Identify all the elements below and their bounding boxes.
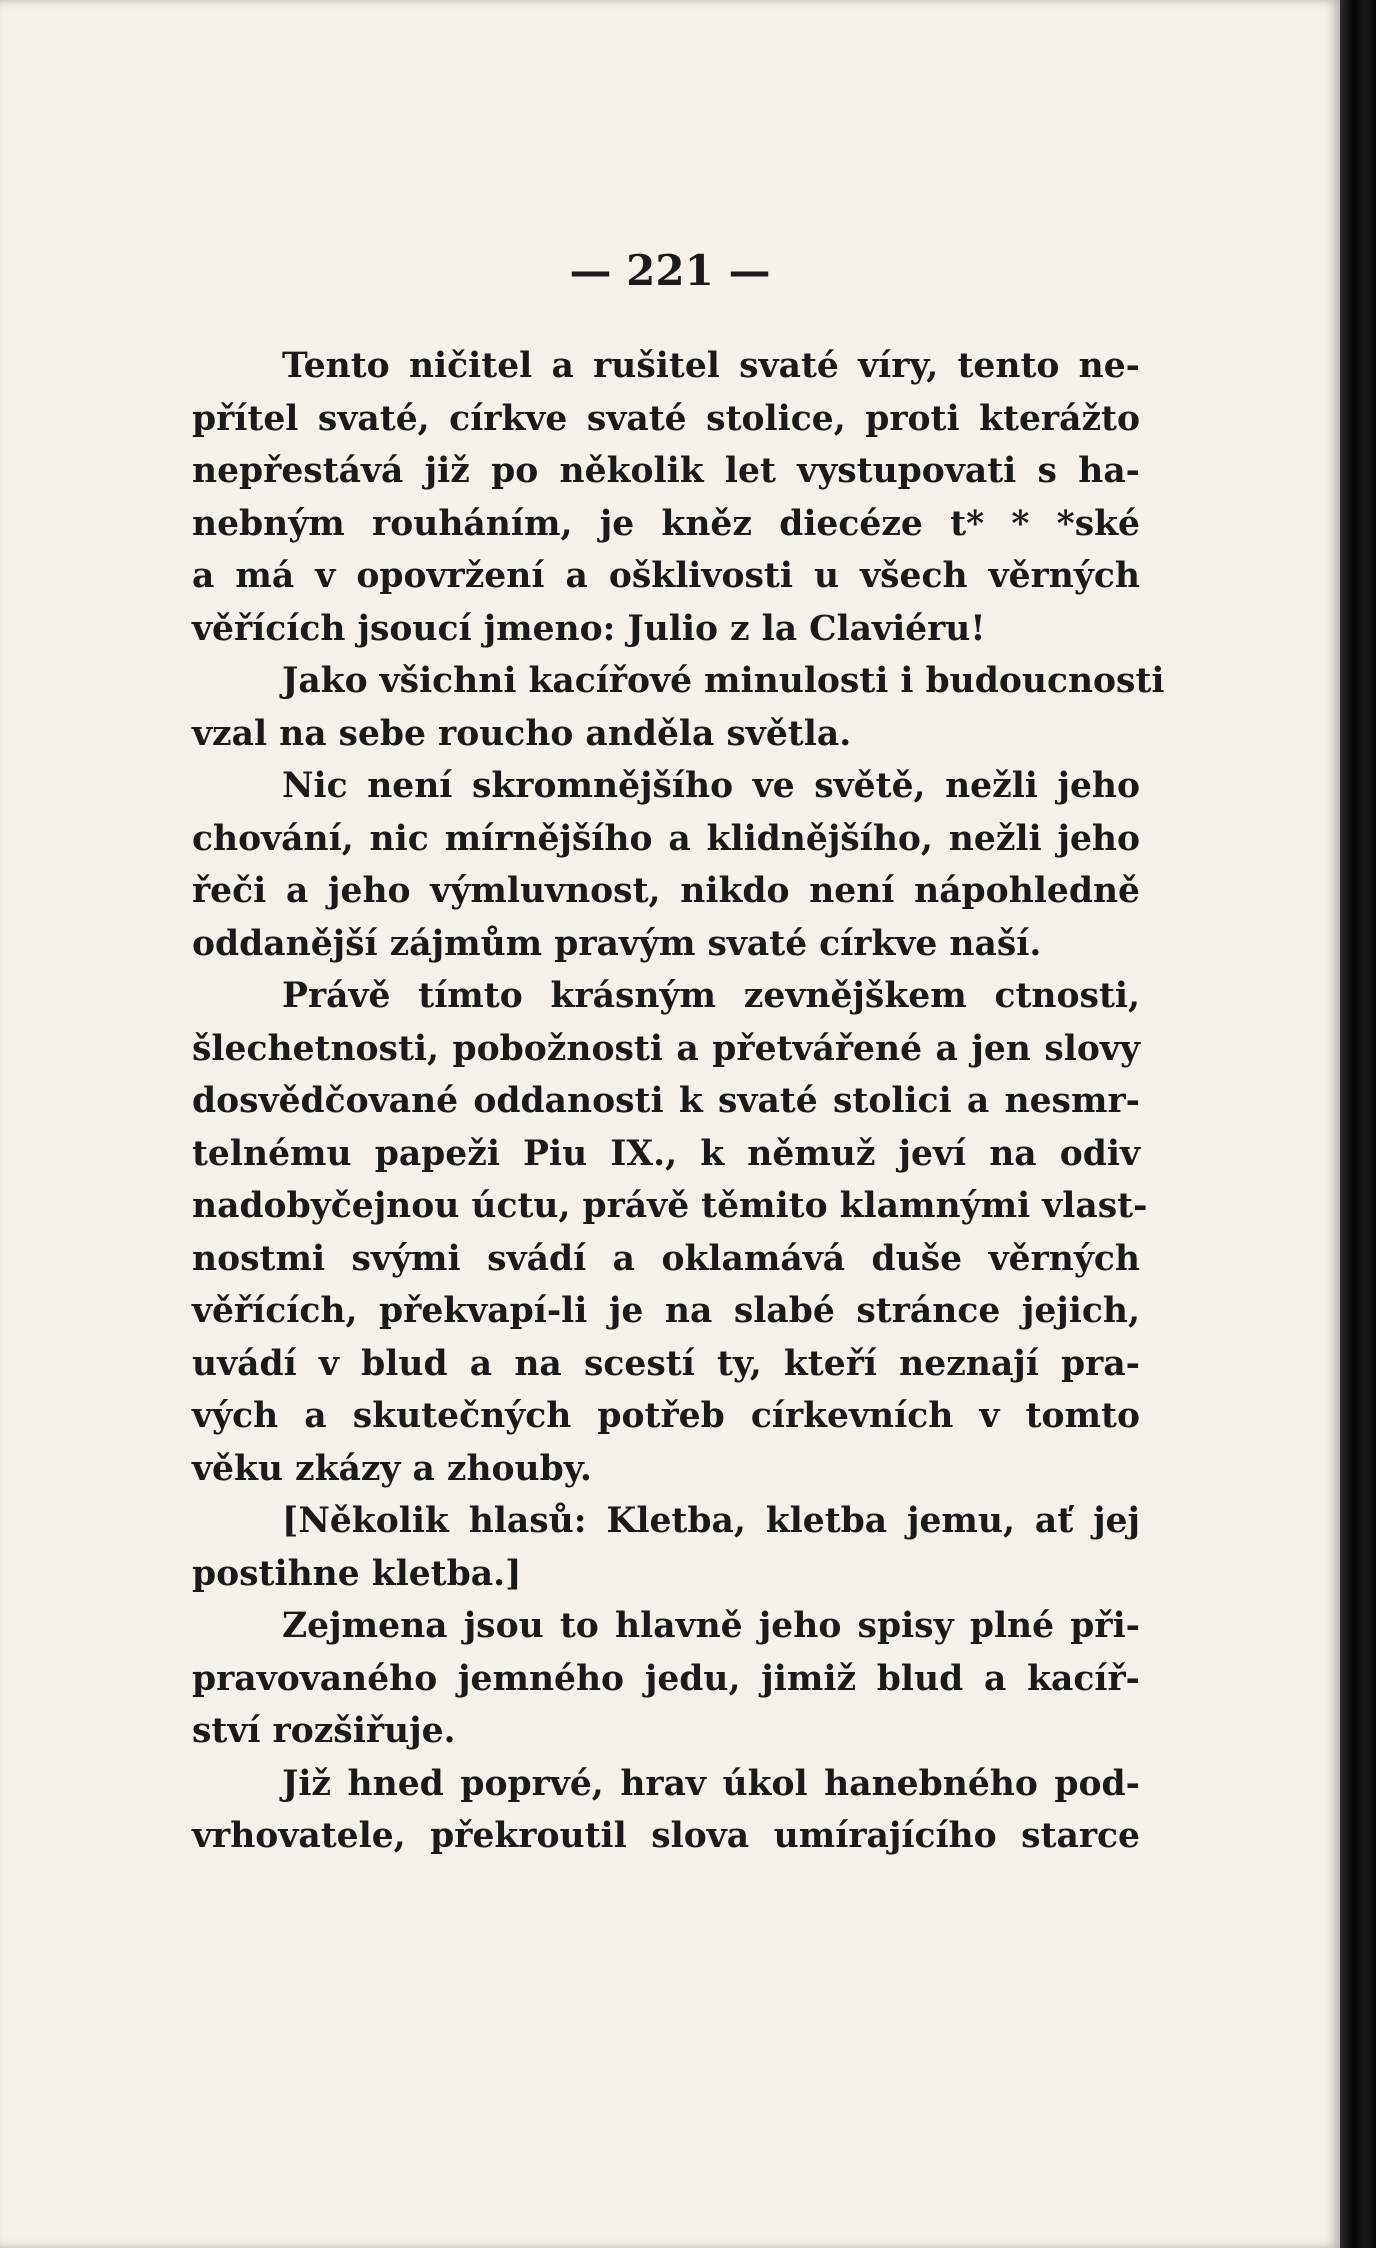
text-line: Jako všichni kacířové minulosti i budoucnosti: [282, 661, 1165, 701]
text-line: nadobyčejnou úctu, právě těmito klamnými vlast-: [192, 1186, 1148, 1226]
text-line: řeči a jeho výmluvnost, nikdo není nápohledně: [192, 871, 1140, 911]
text-line: nebným rouháním, je kněz diecéze t* * *ské: [192, 503, 1140, 544]
text-line: chování, nic mírnějšího a klidnějšího, nežli jeho: [192, 818, 1140, 859]
text-line: Právě tímto krásným zevnějškem ctnosti,: [282, 976, 1140, 1016]
text-line: oddanější zájmům pravým svaté církve naší.: [192, 923, 1042, 964]
text-line: postihne kletba.]: [192, 1553, 522, 1594]
page-number: — 221 —: [569, 246, 771, 295]
text-line: Již hned poprvé, hrav úkol hanebného pod-: [282, 1763, 1140, 1804]
text-line: Tento ničitel a rušitel svaté víry, tento ne-: [282, 346, 1140, 386]
text-line: telnému papeži Piu IX., k němuž jeví na odiv: [192, 1133, 1140, 1174]
text-line: věřících jsoucí jmeno: Julio z la Claviéru!: [192, 608, 986, 649]
text-line: nepřestává již po několik let vystupovati s ha-: [192, 451, 1140, 491]
text-line: věku zkázy a zhouby.: [192, 1448, 592, 1489]
text-line: pravovaného jemného jedu, jimiž blud a kacíř-: [192, 1658, 1140, 1699]
text-line: věřících, překvapí-li je na slabé stránce jejich,: [192, 1291, 1140, 1331]
text-line: vých a skutečných potřeb církevních v tomto: [192, 1396, 1140, 1436]
text-line: ství rozšiřuje.: [192, 1711, 456, 1751]
text-line: Nic není skromnějšího ve světě, nežli jeho: [282, 766, 1140, 806]
text-line: nostmi svými svádí a oklamává duše věrných: [192, 1238, 1140, 1279]
book-edge: [1340, 0, 1376, 2248]
text-line: přítel svaté, církve svaté stolice, proti kterážto: [192, 398, 1140, 439]
page-text: [192, 340, 1165, 1863]
text-line: šlechetnosti, pobožnosti a přetvářené a jen slovy: [192, 1028, 1140, 1069]
text-line: uvádí v blud a na scestí ty, kteří neznají pra-: [192, 1343, 1140, 1384]
text-line: vrhovatele, překroutil slova umírajícího starce: [192, 1816, 1140, 1856]
text-line: a má v opovržení a ošklivosti u všech věrných: [192, 556, 1140, 596]
text-line: dosvědčované oddanosti k svaté stolici a nesmr-: [192, 1081, 1140, 1121]
text-line: Zejmena jsou to hlavně jeho spisy plné při-: [282, 1606, 1140, 1646]
text-line: [Několik hlasů: Kletba, kletba jemu, ať jej: [282, 1501, 1140, 1541]
text-line: vzal na sebe roucho anděla světla.: [192, 713, 852, 754]
